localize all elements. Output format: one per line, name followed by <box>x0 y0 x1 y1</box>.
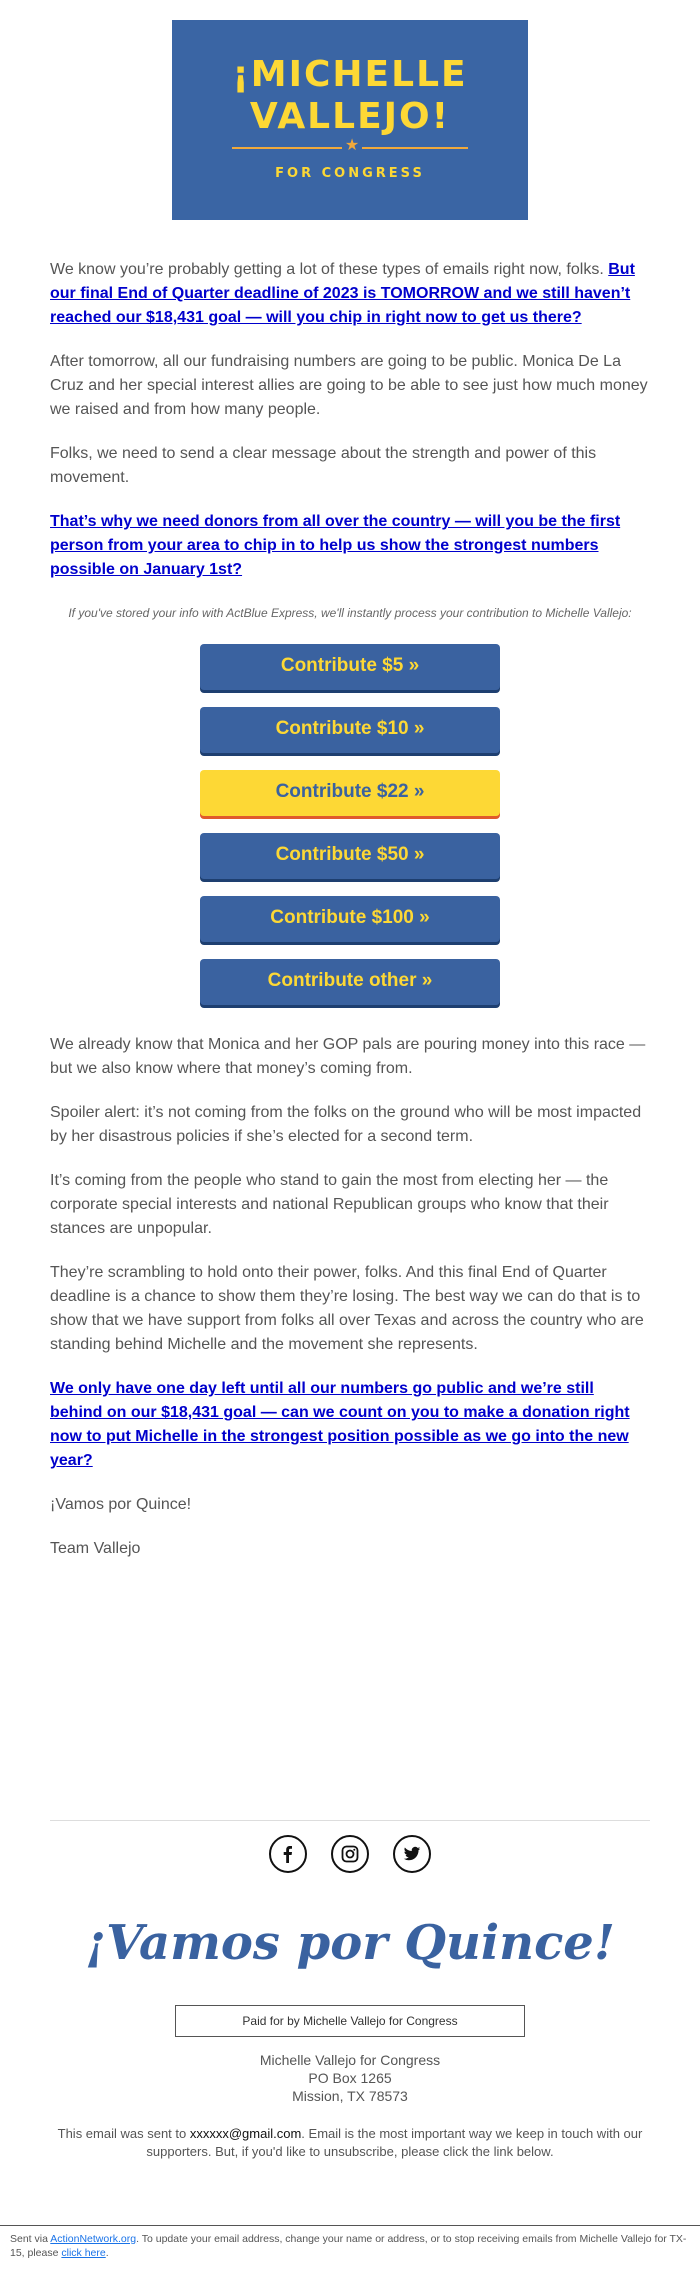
contribute-100-button[interactable]: Contribute $100 » <box>200 896 500 942</box>
signoff-team: Team Vallejo <box>50 1540 141 1557</box>
contribute-22-button[interactable]: Contribute $22 » <box>200 770 500 816</box>
address-box: PO Box 1265 <box>308 2070 392 2086</box>
sent-prefix: This email was sent to <box>57 2126 190 2141</box>
texas-star-icon: ★ <box>342 138 362 154</box>
recipient-email: xxxxxx@gmail.com <box>189 2126 302 2141</box>
contribute-50-button[interactable]: Contribute $50 » <box>200 833 500 879</box>
social-links <box>50 1835 650 1875</box>
paragraph-9 <box>50 1377 650 1473</box>
paragraph-7: It’s coming from the people who stand to gain the most from electing her — the corporate special interests and national Republican groups who know that their stances are unpopular. <box>50 1172 609 1237</box>
paid-for-disclaimer: Paid for by Michelle Vallejo for Congress <box>175 2005 525 2037</box>
logo-line2: VALLEJO! <box>249 96 451 137</box>
deadline-link[interactable]: But our final End of Quarter deadline of 2023 is TOMORROW and we still haven’t reached our $18,431 goal — will you chip in right now to get us there? <box>50 261 635 326</box>
unsubscribe-link[interactable]: click here <box>61 2247 106 2259</box>
unsubscribe-notice <box>10 2232 690 2260</box>
paragraph-1-text: We know you’re probably getting a lot of these types of emails right now, folks. <box>50 261 604 278</box>
bottom-mid: . To update your email address, change your name or address, or to stop receiving emails from Michelle Vallejo for TX-15, please <box>10 2233 687 2259</box>
contribute-5-button[interactable]: Contribute $5 » <box>200 644 500 690</box>
paragraph-8: They’re scrambling to hold onto their power, folks. And this final End of Quarter deadline is a chance to show them they’re losing. The best way we can do that is to show that we have support from folks all over Texas and across the country who are standing behind Michelle and the movement she represents. <box>50 1264 644 1353</box>
mailing-address <box>0 2051 700 2105</box>
twitter-icon[interactable] <box>393 1835 431 1873</box>
donors-link[interactable]: That’s why we need donors from all over the country — will you be the first person from your area to chip in to help us show the strongest numbers possible on January 1st? <box>50 513 621 578</box>
contribute-10-button[interactable]: Contribute $10 » <box>200 707 500 753</box>
contribute-other-button[interactable]: Contribute other » <box>200 959 500 1005</box>
actblue-express-note: If you've stored your info with ActBlue Express, we'll instantly process your contribution to Michelle Vallejo: <box>68 606 632 620</box>
sent-suffix: . Email is the most important way we keep in touch with our supporters. But, if you'd like to unsubscribe, please click the link below. <box>146 2126 643 2159</box>
contribution-buttons <box>50 644 650 1005</box>
paragraph-3: Folks, we need to send a clear message about the strength and power of this movement. <box>50 445 597 486</box>
paragraph-2: After tomorrow, all our fundraising numbers are going to be public. Monica De La Cruz and her special interest allies are going to be able to see just how much money we raised and from how many people. <box>50 353 648 418</box>
paragraph-4 <box>50 510 650 582</box>
signoff-slogan: ¡Vamos por Quince! <box>50 1496 192 1513</box>
bottom-prefix: Sent via <box>10 2233 51 2245</box>
footer-divider <box>50 1820 650 1821</box>
email-body <box>50 258 650 1561</box>
address-city: Mission, TX 78573 <box>292 2088 408 2104</box>
paragraph-5: We already know that Monica and her GOP pals are pouring money into this race — but we also know where that money’s coming from. <box>50 1036 646 1077</box>
email-footer <box>0 1820 700 2161</box>
actionnetwork-link[interactable]: ActionNetwork.org <box>50 2233 137 2245</box>
final-donation-link[interactable]: We only have one day left until all our numbers go public and we’re still behind on our $18,431 goal — can we count on you to make a donation right now to put Michelle in the strongest position possible as we go into the new year? <box>50 1380 630 1469</box>
bottom-divider <box>0 2225 700 2226</box>
sent-notice <box>50 2125 650 2161</box>
logo-subtitle: FOR CONGRESS <box>275 166 425 181</box>
paragraph-1 <box>50 258 650 330</box>
address-name: Michelle Vallejo for Congress <box>259 2052 441 2068</box>
vamos-por-quince-logo: ¡Vamos por Quince! <box>85 1915 615 1971</box>
bottom-end: . <box>105 2247 109 2259</box>
logo-line1: ¡MICHELLE <box>232 54 468 95</box>
campaign-logo <box>172 20 528 220</box>
facebook-icon[interactable] <box>269 1835 307 1873</box>
paragraph-6: Spoiler alert: it’s not coming from the folks on the ground who will be most impacted by her disastrous policies if she’s elected for a second term. <box>50 1104 642 1145</box>
instagram-icon[interactable] <box>331 1835 369 1873</box>
